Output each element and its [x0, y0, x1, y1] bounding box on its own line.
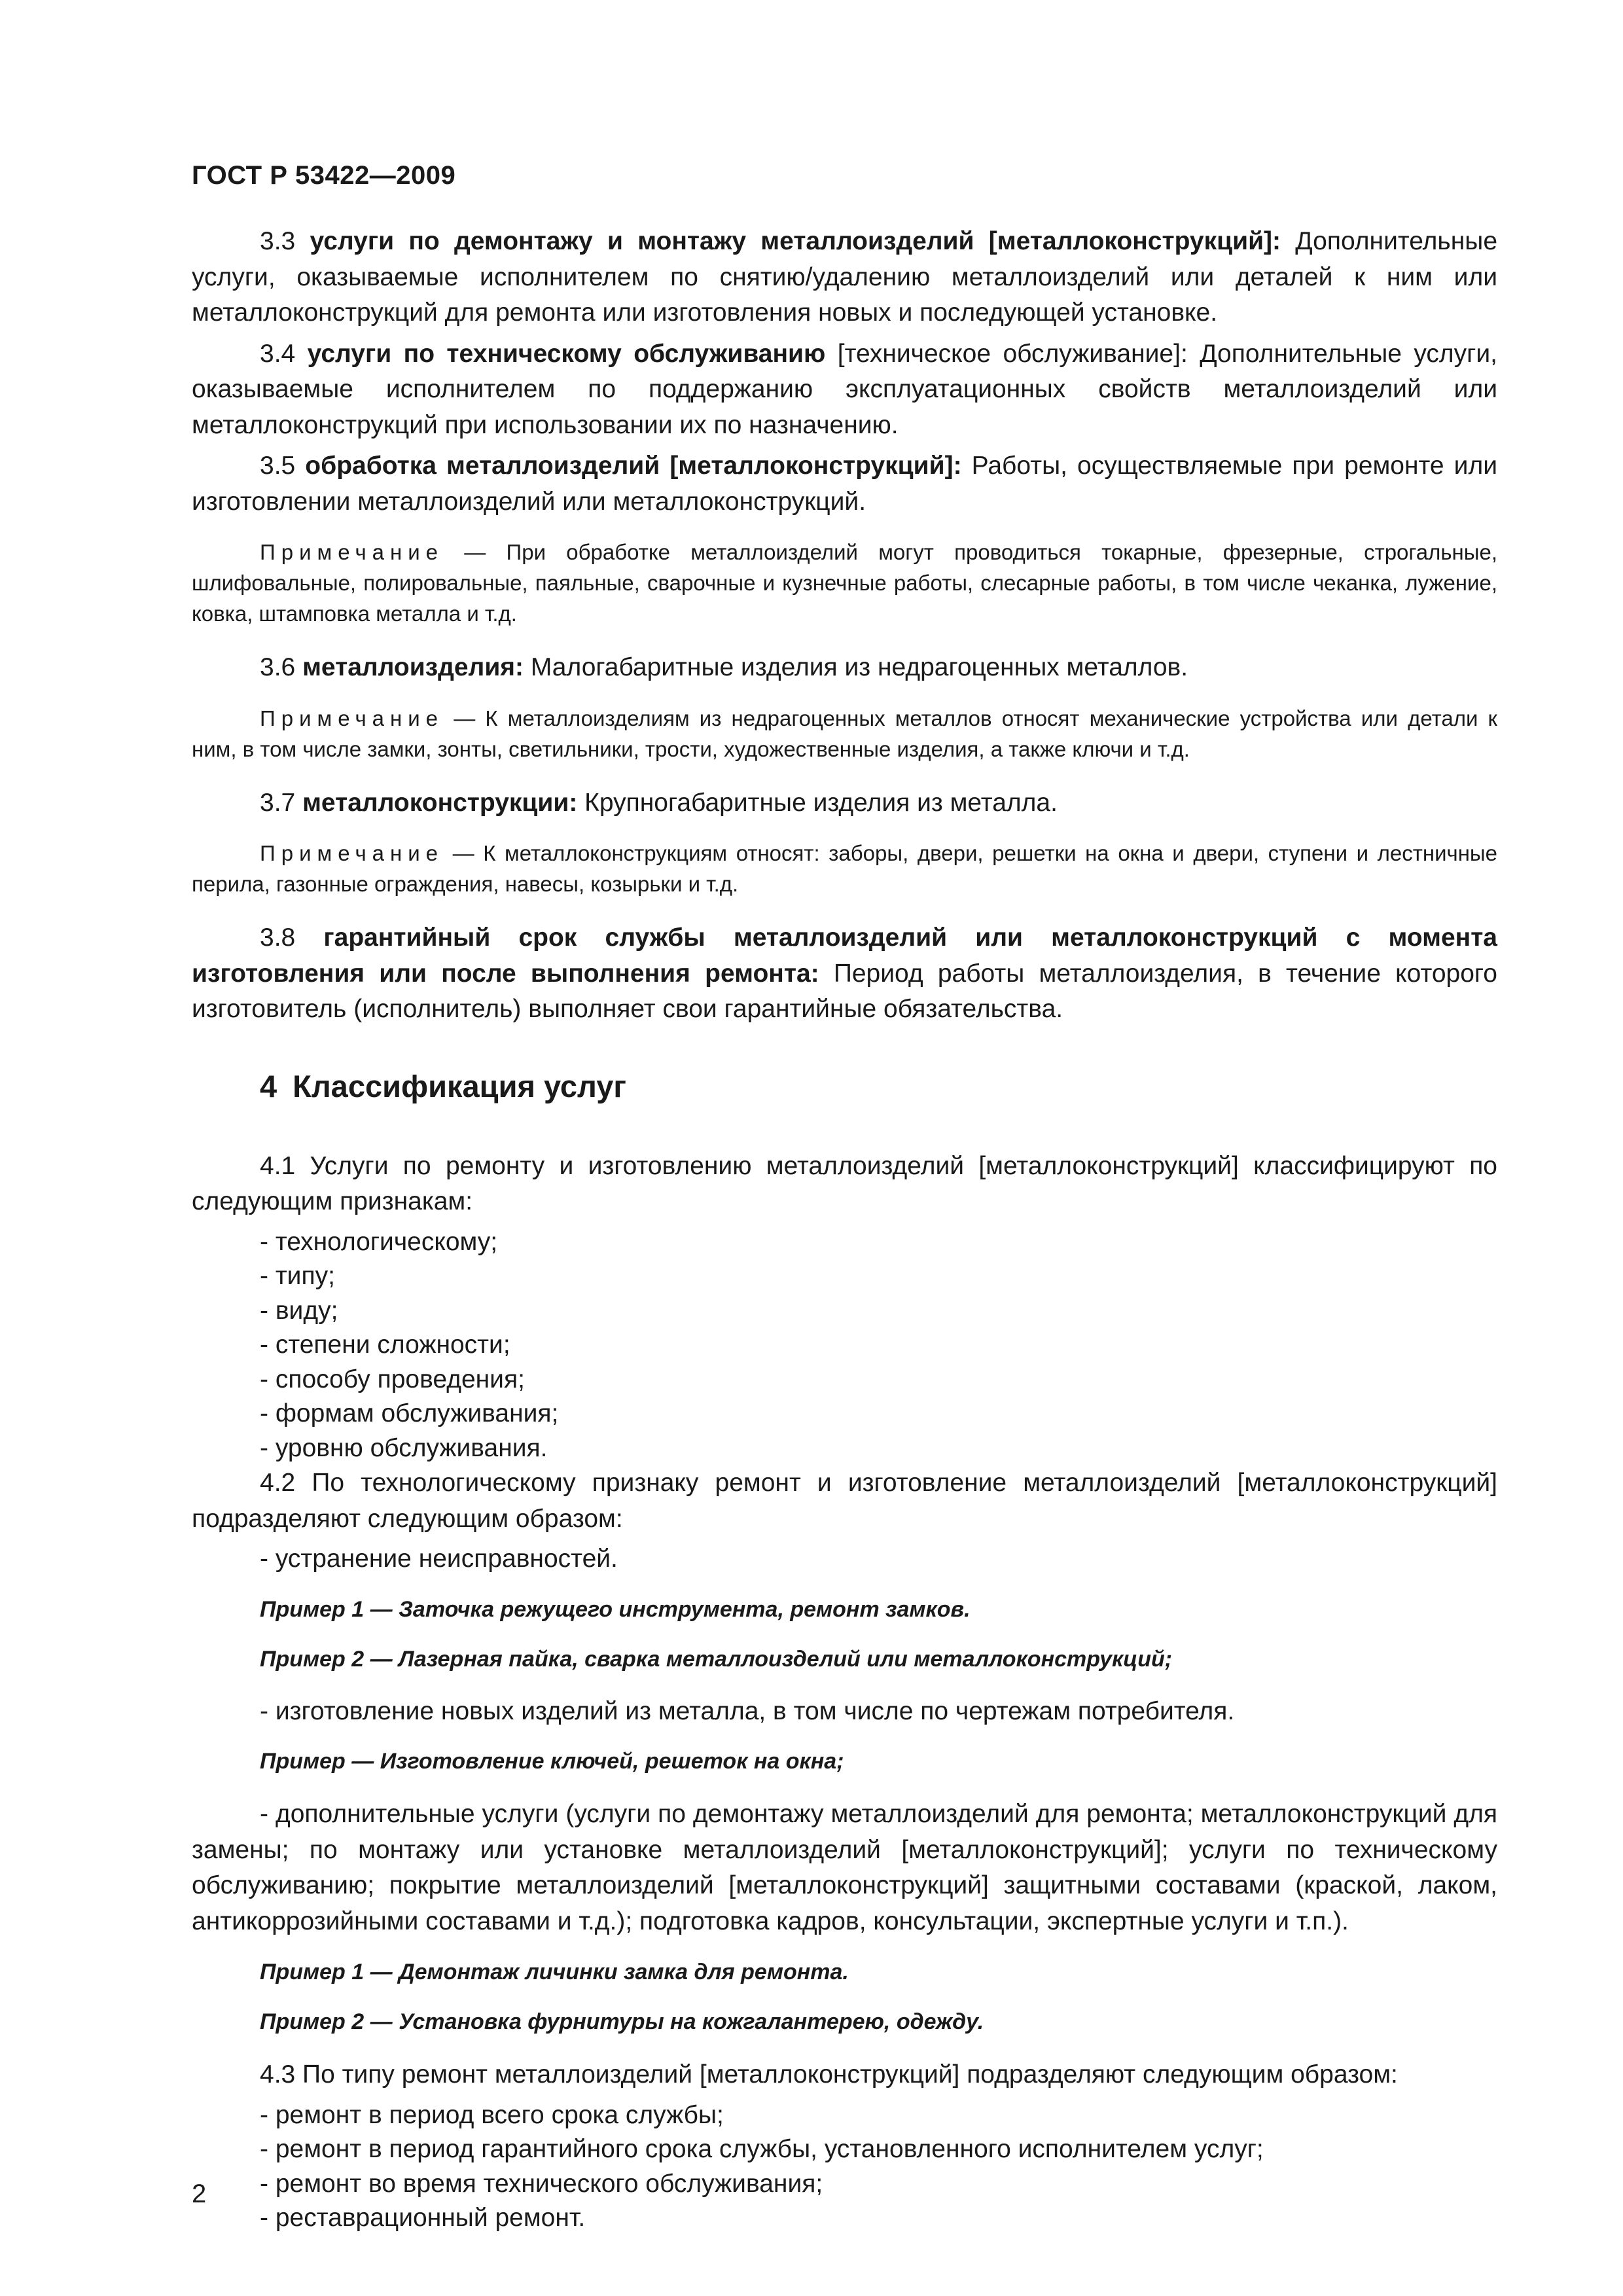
- term-3-6: [192, 650, 1497, 686]
- list-item: - способу проведения;: [260, 1365, 525, 1393]
- list-item: - реставрационный ремонт.: [260, 2204, 586, 2232]
- note-label: Примечание: [260, 540, 444, 564]
- technological-list-a: [192, 1542, 1497, 1577]
- list-item: - типу;: [260, 1262, 335, 1290]
- list-item: - изготовление новых изделий из металла, в том числе по чертежам потребителя.: [260, 1696, 1235, 1725]
- list-item: - ремонт во время технического обслуживания;: [260, 2169, 823, 2198]
- term-definition: Период работы металлоизделия, в течение которого изготовитель (исполнитель) выполняет свои гарантийные обязательства.: [192, 959, 1497, 1023]
- list-item: - ремонт в период гарантийного срока службы, установленного исполнителем услуг;: [260, 2135, 1264, 2163]
- repair-type-list: [192, 2098, 1497, 2236]
- list-item: - уровню обслуживания.: [260, 1433, 548, 1462]
- term-number: 3.7: [260, 788, 296, 817]
- term-name: услуги по демонтажу и монтажу металлоизделий [металлоконструкций]:: [310, 227, 1281, 255]
- section-heading: [260, 1068, 1497, 1104]
- term-3-3: [192, 224, 1497, 331]
- note-3-6: [192, 703, 1497, 764]
- example-2: Пример 2 — Лазерная пайка, сварка металлоизделий или металлоконструкций;: [260, 1646, 1173, 1672]
- term-definition: Малогабаритные изделия из недрагоценных металлов.: [524, 653, 1188, 681]
- term-number: 3.6: [260, 653, 296, 681]
- term-3-5: [192, 448, 1497, 520]
- term-name: металлоизделия:: [302, 653, 524, 681]
- section-number: 4: [260, 1068, 277, 1103]
- section-title-text: Классификация услуг: [293, 1068, 627, 1103]
- list-item: - технологическому;: [260, 1227, 498, 1256]
- note-3-5: [192, 537, 1497, 629]
- list-item: - виду;: [260, 1296, 338, 1325]
- list-item: - степени сложности;: [260, 1331, 510, 1359]
- classification-list: [192, 1225, 1497, 1466]
- list-item: - устранение неисправностей.: [260, 1545, 618, 1573]
- term-number: 3.4: [260, 339, 296, 368]
- term-number: 3.5: [260, 452, 296, 480]
- example-1: Пример 1 — Демонтаж личинки замка для ремонта.: [260, 1960, 849, 1984]
- note-3-7: [192, 838, 1497, 899]
- technological-list-b: [192, 1695, 1497, 1729]
- document-code-header: ГОСТ Р 53422—2009: [192, 161, 456, 190]
- term-number: 3.3: [260, 227, 296, 255]
- example-1: Пример 1 — Заточка режущего инструмента, ремонт замков.: [260, 1596, 971, 1622]
- list-item: - формам обслуживания;: [260, 1399, 559, 1427]
- list-item-additional-services: - дополнительные услуги (услуги по демонтажу металлоизделий для ремонта; металлоконструкций для замены; по монтажу или установке металлоизделий [металлоконструкций]; услуги по техническому обслуживанию; покрытие металлоизделий [металлоконструкций] защитными составами (краской, лаком, антикоррозийными составами и т.д.); подготовка кадров, консультации, экспертные услуги и т.п.).: [192, 1800, 1497, 1935]
- term-3-4: [192, 336, 1497, 444]
- term-definition: Дополнительные услуги, оказываемые исполнителем по снятию/удалению металлоизделий или деталей к ним или металлоконструкций для ремонта или изготовления новых и последующей установке.: [192, 227, 1498, 327]
- paragraph-4-3: 4.3 По типу ремонт металлоизделий [металлоконструкций] подразделяют следующим образом:: [260, 2060, 1398, 2089]
- list-item: - ремонт в период всего срока службы;: [260, 2100, 724, 2129]
- note-label: Примечание: [260, 706, 444, 730]
- example-2: Пример 2 — Установка фурнитуры на кожгалантерею, одежду.: [260, 2009, 984, 2034]
- page-body: [192, 224, 1497, 2236]
- example: Пример — Изготовление ключей, решеток на окна;: [260, 1749, 844, 1774]
- term-name: услуги по техническому обслуживанию: [307, 339, 826, 368]
- term-name: гарантийный срок службы металлоизделий или металлоконструкций с момента изготовления или после выполнения ремонта:: [192, 924, 1497, 988]
- term-definition: Крупногабаритные изделия из металла.: [577, 788, 1058, 817]
- note-text: — К металлоконструкциям относят: заборы, двери, решетки на окна и двери, ступени и лестничные перила, газонные ограждения, навесы, козырьки и т.д.: [192, 841, 1497, 896]
- term-name: металлоконструкции:: [302, 788, 578, 817]
- note-text: — При обработке металлоизделий могут проводиться токарные, фрезерные, строгальные, шлифовальные, полировальные, паяльные, сварочные и кузнечные работы, слесарные работы, в том числе чеканка, лужение, ковка, штамповка металла и т.д.: [192, 540, 1497, 626]
- term-3-8: [192, 920, 1497, 1028]
- term-name: обработка металлоизделий [металлоконструкций]:: [305, 452, 962, 480]
- term-number: 3.8: [260, 924, 296, 952]
- term-3-7: [192, 785, 1497, 821]
- page-number: 2: [192, 2179, 207, 2208]
- note-label: Примечание: [260, 841, 444, 865]
- term-definition: Работы, осуществляемые при ремонте или изготовлении металлоизделий или металлоконструкций.: [192, 452, 1497, 516]
- note-text: — К металлоизделиям из недрагоценных металлов относят механические устройства или детали к ним, в том числе замки, зонты, светильники, трости, художественные изделия, а также ключи и т.д.: [192, 706, 1497, 761]
- term-definition: [техническое обслуживание]: Дополнительные услуги, оказываемые исполнителем по поддержанию эксплуатационных свойств металлоизделий или металлоконструкций при использовании их по назначению.: [192, 339, 1497, 439]
- paragraph-4-1: 4.1 Услуги по ремонту и изготовлению металлоизделий [металлоконструкций] классифицируют по следующим признакам:: [192, 1151, 1497, 1215]
- paragraph-4-2: 4.2 По технологическому признаку ремонт и изготовление металлоизделий [металлоконструкций] подразделяют следующим образом:: [192, 1469, 1497, 1533]
